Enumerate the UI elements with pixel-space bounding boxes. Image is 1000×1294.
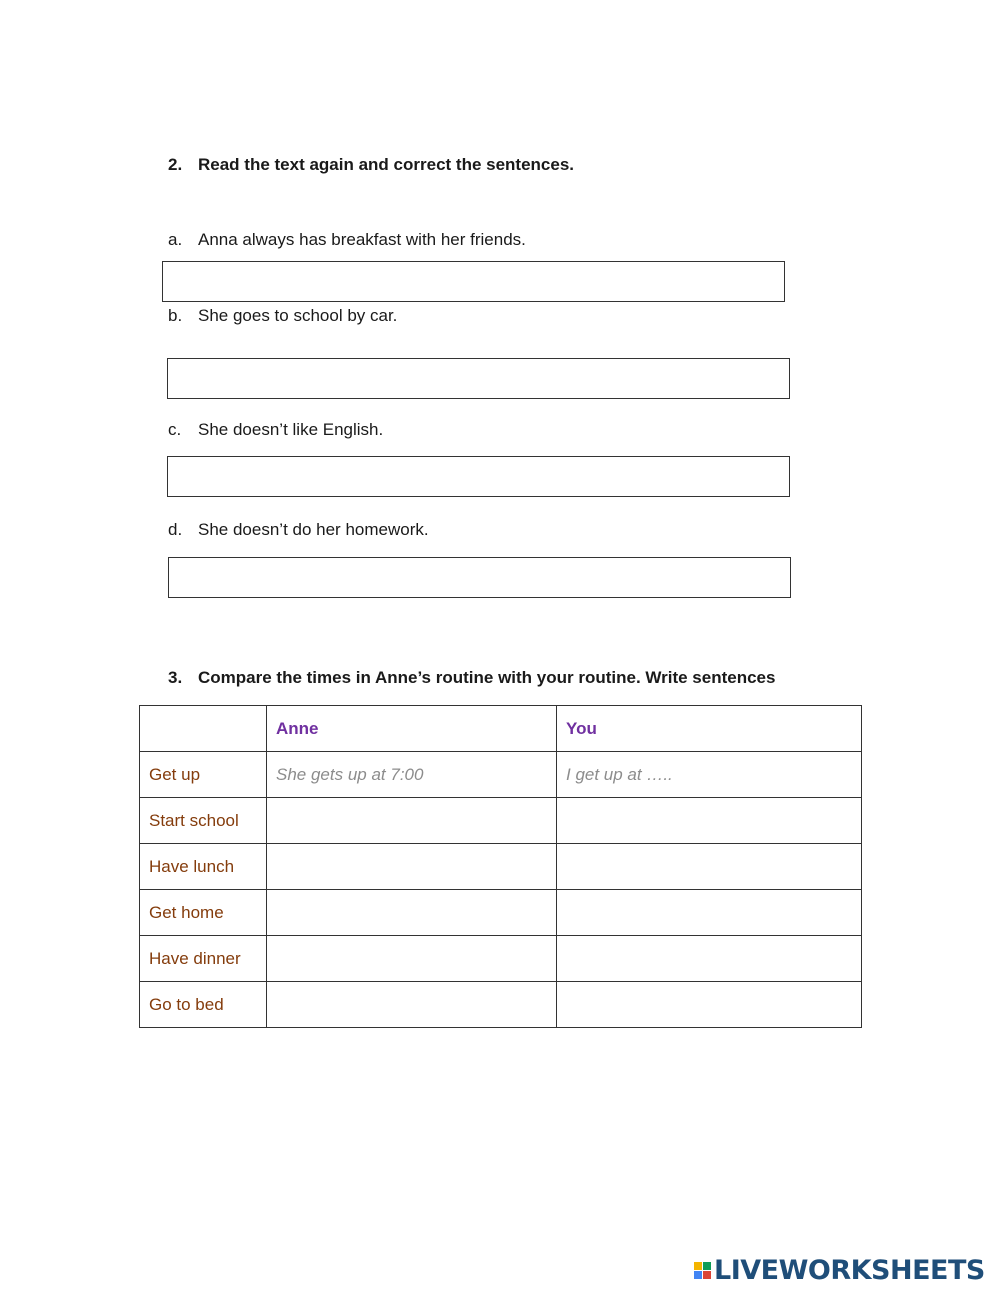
question-b-letter: b. [168, 306, 183, 325]
row-label-have-dinner: Have dinner [140, 936, 267, 982]
question-c-text: She doesn’t like English. [198, 420, 384, 439]
question-c [168, 420, 383, 440]
you-start-school-cell[interactable] [557, 798, 862, 844]
question-a [168, 230, 526, 250]
question-d-letter: d. [168, 520, 183, 539]
you-get-home-cell[interactable] [557, 890, 862, 936]
you-have-dinner-cell[interactable] [557, 936, 862, 982]
table-row [140, 798, 862, 844]
section-3-title: Compare the times in Anne’s routine with your routine. Write sentences [198, 668, 776, 687]
question-c-letter: c. [168, 420, 182, 439]
table-row [140, 982, 862, 1028]
section-3-number: 3. [168, 668, 183, 687]
header-you: You [557, 706, 862, 752]
question-d [168, 520, 429, 540]
section-2-title: Read the text again and correct the sentences. [198, 155, 575, 174]
answer-b-input[interactable] [167, 358, 790, 399]
answer-a-input[interactable] [162, 261, 785, 302]
header-anne: Anne [267, 706, 557, 752]
answer-d-input[interactable] [168, 557, 791, 598]
header-empty-cell [140, 706, 267, 752]
you-go-to-bed-cell[interactable] [557, 982, 862, 1028]
logo-text: LIVEWORKSHEETS [714, 1254, 985, 1286]
question-a-text: Anna always has breakfast with her friends. [198, 230, 526, 249]
section-2-heading [168, 155, 574, 175]
table-row [140, 890, 862, 936]
anne-have-dinner-cell[interactable] [267, 936, 557, 982]
section-2-number: 2. [168, 155, 183, 174]
question-a-letter: a. [168, 230, 183, 249]
table-row [140, 752, 862, 798]
question-d-text: She doesn’t do her homework. [198, 520, 429, 539]
row-label-go-to-bed: Go to bed [140, 982, 267, 1028]
row-label-start-school: Start school [140, 798, 267, 844]
routine-table [139, 705, 862, 1028]
liveworksheets-blocks-icon [694, 1262, 711, 1279]
anne-get-up-cell: She gets up at 7:00 [267, 752, 557, 798]
table-header-row [140, 706, 862, 752]
you-have-lunch-cell[interactable] [557, 844, 862, 890]
row-label-get-up: Get up [140, 752, 267, 798]
answer-c-input[interactable] [167, 456, 790, 497]
liveworksheets-logo[interactable] [694, 1255, 985, 1285]
anne-have-lunch-cell[interactable] [267, 844, 557, 890]
anne-start-school-cell[interactable] [267, 798, 557, 844]
question-b-text: She goes to school by car. [198, 306, 398, 325]
section-3-heading [168, 668, 775, 688]
anne-go-to-bed-cell[interactable] [267, 982, 557, 1028]
row-label-get-home: Get home [140, 890, 267, 936]
row-label-have-lunch: Have lunch [140, 844, 267, 890]
you-get-up-cell[interactable]: I get up at ….. [557, 752, 862, 798]
question-b [168, 306, 397, 326]
anne-get-home-cell[interactable] [267, 890, 557, 936]
table-row [140, 844, 862, 890]
table-row [140, 936, 862, 982]
